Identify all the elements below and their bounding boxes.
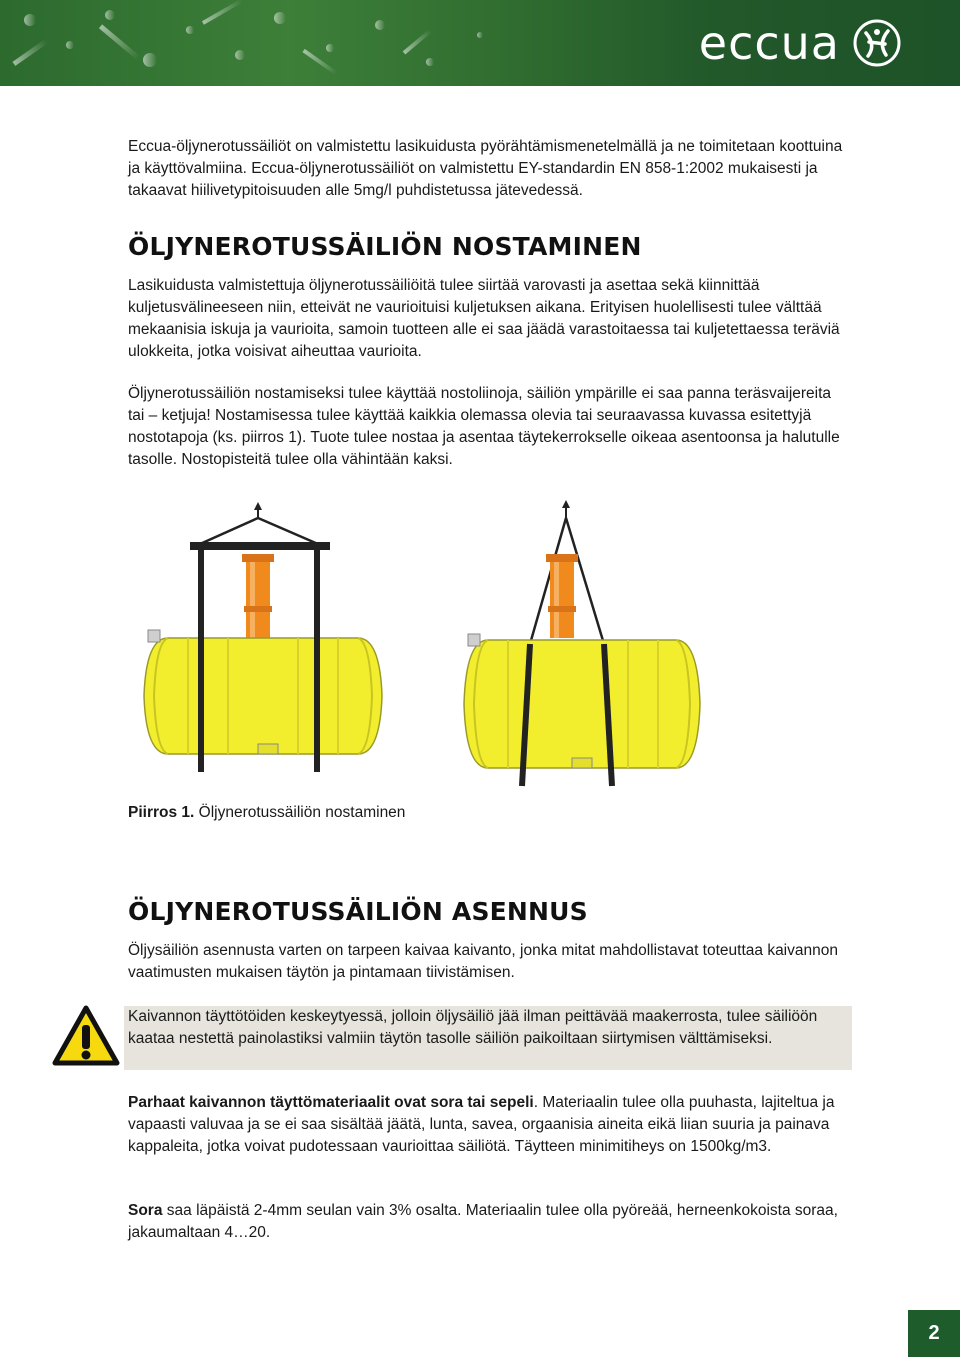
header-banner	[0, 0, 960, 86]
installation-paragraph-3	[128, 1200, 848, 1244]
figure-caption-label: Piirros 1.	[128, 804, 195, 821]
installation-paragraph-2	[128, 1092, 848, 1158]
tank-right	[464, 500, 700, 786]
gravel-bold: Sora	[128, 1202, 163, 1219]
eccua-logo[interactable]	[699, 18, 902, 68]
warning-box	[124, 1006, 852, 1070]
fill-material-text: . Materiaalin tulee olla puuhasta, lajiteltua ja vapaasti valuvaa ja se ei saa sisältää jäätä, lunta, savea, orgaanisia aineita eikä liian suuria ja painava kappaleita, jotka voivat pudotessaan vaurioittaa säiliötä. Täytteen minimitiheys on 1500kg/m3.	[128, 1094, 835, 1155]
section-title-installation: ÖLJYNEROTUSSÄILIÖN ASENNUS	[128, 897, 588, 926]
section-title-lifting: ÖLJYNEROTUSSÄILIÖN NOSTAMINEN	[128, 232, 642, 261]
lifting-paragraph-1: Lasikuidusta valmistettuja öljynerotussäiliöitä tulee siirtää varovasti ja asettaa sekä kiinnittää kuljetusvälineeseen niin, etteivät ne vaurioituisi kuljetuksen aikana. Erityisen huolellisesti tulee välttää mekaanisia iskuja ja vaurioita, samoin tuotteen alle ei saa jäädä varastoitaessa tai kuljetettaessa teräviä ulokkeita, jotka voisivat aiheuttaa vaurioita.	[128, 277, 840, 360]
figure-caption	[128, 802, 405, 824]
page-number: 2	[908, 1310, 960, 1357]
tank-left	[144, 502, 382, 772]
warning-text: Kaivannon täyttötöiden keskeytyessä, jolloin öljysäiliö jää ilman peittävää maakerrosta, tulee säiliöön kaataa nestettä painolastiksi valmiin täytön tasolle säiliön paikoiltaan siirtymisen välttämiseksi.	[128, 1008, 818, 1047]
lifting-drawing	[128, 496, 848, 796]
fill-material-bold: Parhaat kaivannon täyttömateriaalit ovat sora tai sepeli	[128, 1094, 534, 1111]
logo-wordmark: eccua	[698, 16, 840, 70]
figure-caption-text: Öljynerotussäiliön nostaminen	[194, 804, 406, 821]
installation-paragraph-1: Öljysäiliön asennusta varten on tarpeen kaivaa kaivanto, jonka mitat mahdollistavat toteuttaa kaivannon vaatimusten mukaisen täytön ja pintamaan tiivistämisen.	[128, 942, 838, 981]
lifting-figure	[128, 496, 848, 796]
header-pattern-icon	[0, 0, 620, 86]
eccua-logo-mark-icon	[852, 18, 902, 68]
gravel-text: saa läpäistä 2-4mm seulan vain 3% osalta. Materiaalin tulee olla pyöreää, herneenkokoista soraa, jakaumaltaan 4…20.	[128, 1202, 838, 1241]
warning-triangle-icon	[52, 1005, 120, 1067]
lifting-paragraph-2: Öljynerotussäiliön nostamiseksi tulee käyttää nostoliinoja, säiliön ympärille ei saa panna teräsvaijereita tai – ketjuja! Nostamisessa tulee käyttää kaikkia olemassa olevia tai seuraavassa kuvassa esitettyjä nostotapoja (ks. piirros 1). Tuote tulee nostaa ja asentaa täytekerrokselle oikeaa asentoonsa ja halutulle tasolle. Nostopisteitä tulee olla vähintään kaksi.	[128, 385, 840, 468]
intro-paragraph: Eccua-öljynerotussäiliöt on valmistettu lasikuidusta pyörähtämismenetelmällä ja ne toimitetaan koottuina ja käyttövalmiina. Eccua-öljynerotussäiliöt on valmistettu EY-standardin EN 858-1:2002 mukaisesti ja takaavat hiilivetypitoisuuden alle 5mg/l puhdistetussa jätevedessä.	[128, 138, 843, 199]
